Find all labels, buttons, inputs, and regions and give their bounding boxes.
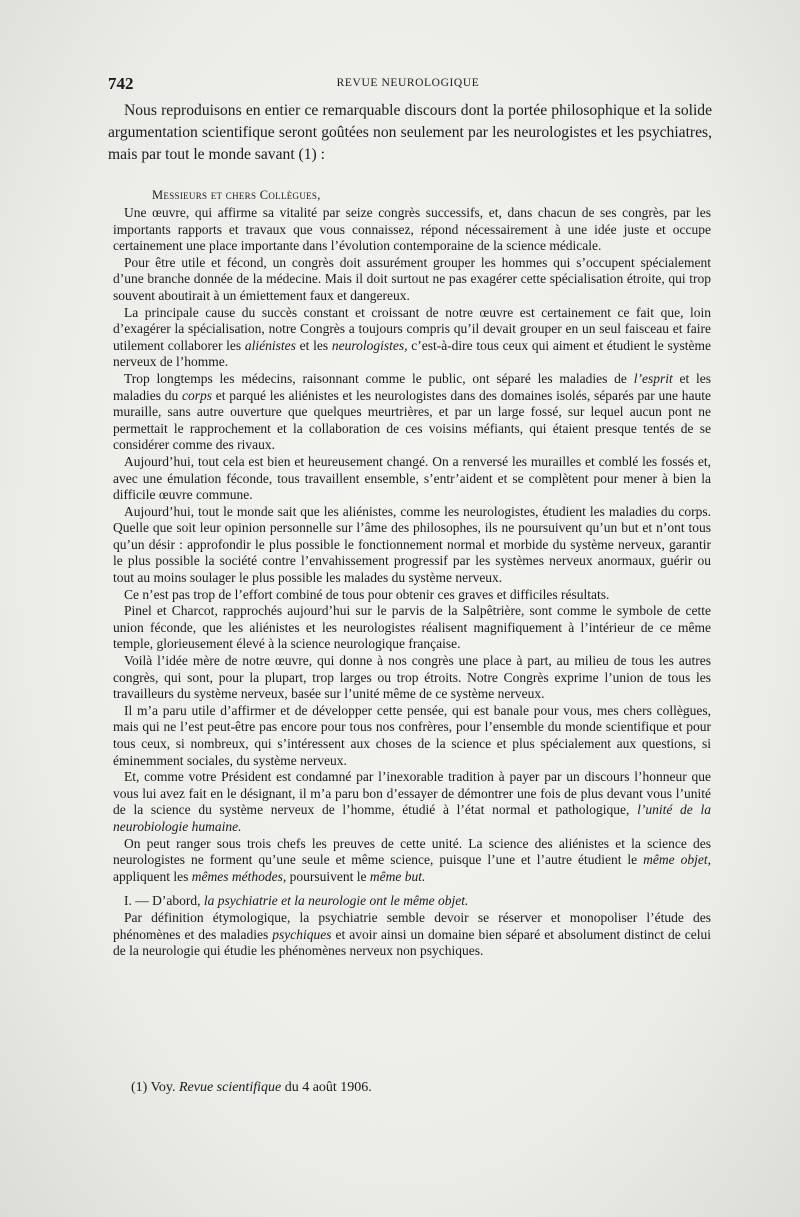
paragraph: Pinel et Charcot, rapprochés aujourd’hui sur le parvis de la Salpêtrière, sont comme le symbole de cette union féconde, que les aliénistes et les neurologistes réalisent magnifiquement à l’intérieur de ce même temple, glorieusement élevé à la science neurologique française.: [113, 603, 711, 652]
text-run: et parqué les aliénistes et les neurologistes dans des domaines isolés, séparés par une haute muraille, sans autre ouverture que quelques meurtrières, et par un large fossé, sur lequel aucun pont ne permettait le rapprochement et la collaboration de ces voisins méfiants, qui étaient presque tentés de se considérer comme des rivaux.: [113, 387, 712, 453]
emphasis: neurologistes,: [331, 337, 408, 353]
paragraph: Voilà l’idée mère de notre œuvre, qui donne à nos congrès une place à part, au milieu de tous les autres congrès, qui sont, pour la plupart, trop larges ou trop étroits. Notre Congrès exprime l’union de tous les travailleurs du système nerveux, basée sur l’unité même de ce système nerveux.: [113, 653, 711, 702]
paragraph: [113, 836, 711, 886]
paragraph: [113, 371, 711, 454]
emphasis: même objet,: [643, 852, 712, 868]
text-run: du 4 août 1906.: [281, 1080, 372, 1095]
paragraph: [113, 305, 711, 371]
emphasis: Revue scientifique: [178, 1080, 282, 1095]
footnote: [131, 1080, 372, 1096]
paragraph: [113, 769, 711, 835]
emphasis: mêmes méthodes,: [191, 868, 287, 884]
emphasis: psychiques: [272, 926, 332, 942]
emphasis: l’esprit: [633, 370, 673, 386]
emphasis: aliénistes: [244, 337, 296, 353]
paragraph: [113, 910, 711, 960]
text-run: et les: [295, 337, 332, 353]
text-run: appliquent les: [113, 868, 192, 884]
paragraph: Aujourd’hui, tout le monde sait que les aliénistes, comme les neurologistes, étudient les maladies du corps. Quelle que soit leur opinion personnelle sur l’âme des philosophes, ils ne poursuivent qu’un but et n’ont tous qu’un désir : approfondir le plus possible le fonctionnement normal et morbide du système nerveux, garantir le plus possible la société contre l’envahissement progressif par les systèmes nerveux anormaux, guérir ou tout au moins soulager le plus possible les malades du système nerveux.: [113, 503, 711, 586]
text-run: c’est-à-dire tous ceux qui aiment et étudient le système nerveux de l’homme.: [113, 337, 711, 370]
salutation: [152, 188, 321, 203]
text-run: I. — D’abord,: [124, 893, 204, 909]
editorial-intro: [108, 100, 712, 166]
text-run: (1) Voy.: [131, 1080, 179, 1095]
emphasis: la psychiatrie et la neurologie ont le même objet.: [203, 893, 469, 909]
text-run: Par définition étymologique, la psychiatrie semble devoir se réserver et monopoliser l’étude des phénomènes et des maladies: [113, 909, 711, 942]
emphasis: corps: [182, 387, 212, 403]
speech-body: [113, 205, 711, 960]
page-header: [108, 74, 708, 98]
text-run: et les maladies du: [113, 370, 711, 403]
paragraph: Pour être utile et fécond, un congrès doit assurément grouper les hommes qui s’occupent spécialement d’une branche donnée de la médecine. Mais il doit surtout ne pas exagérer cette spécialisation étroite, qui trop souvent aboutirait à un émiettement faux et dangereux.: [113, 254, 711, 303]
section-heading: [113, 893, 711, 910]
paragraph: Il m’a paru utile d’affirmer et de développer cette pensée, qui est banale pour vous, mes chers collègues, mais qui ne l’est peut-être pas encore pour tous nos confrères, pour l’ensemble du monde scientifique et pour tous ceux, si nombreux, qui s’intéressent aux choses de la science et plus spécialement aux questions, si éminemment sociales, du système nerveux.: [113, 702, 711, 768]
text-run: Et, comme votre Président est condamné par l’inexorable tradition à payer par un discours l’honneur que vous lui avez fait en le désignant, il m’a paru bon d’essayer de démontrer une fois de plus devant vous l’unité de la science du système nerveux de l’homme, étudié à l’état normal et pathologique,: [113, 769, 711, 818]
paragraph: Une œuvre, qui affirme sa vitalité par seize congrès successifs, et, dans chacun de ses congrès, par les importants rapports et travaux que vous connaissez, répond nécessairement à une idée juste et occupe certainement une place importante dans l’évolution contemporaine de la science médicale.: [113, 205, 711, 254]
text-run: On peut ranger sous trois chefs les preuves de cette unité. La science des aliénistes et la science des neurologistes ne forment qu’une seule et même science, puisque l’une et l’autre étudient le: [113, 835, 711, 868]
page-number: 742: [108, 74, 134, 93]
paragraph: Ce n’est pas trop de l’effort combiné de tous pour obtenir ces graves et difficiles résultats.: [124, 586, 610, 602]
emphasis: l’unité de la neurobiologie humaine.: [113, 802, 712, 834]
text-run: La principale cause du succès constant et croissant de notre œuvre est certainement ce fait que, loin d’exagérer la spécialisation, notre Congrès a toujours compris qu’il devait grouper en un seul faisceau et faire utilement collaborer les: [113, 304, 711, 353]
paragraph: Aujourd’hui, tout cela est bien et heureusement changé. On a renversé les murailles et comblé les fossés et, avec une émulation féconde, tous travaillent ensemble, s’entr’aident et se complètent pour mener à bien la difficile œuvre commune.: [113, 453, 711, 503]
text-run: Trop longtemps les médecins, raisonnant comme le public, ont séparé les maladies de: [124, 370, 634, 386]
running-head: REVUE NEUROLOGIQUE: [336, 77, 480, 89]
text-run: poursuivent le: [286, 868, 370, 884]
salutation-text: Messieurs et chers Collègues,: [152, 188, 321, 202]
text-run: et avoir ainsi un domaine bien séparé et absolument distinct de celui de la neurologie qui étudie les phénomènes nerveux non psychiques.: [113, 926, 712, 959]
intro-paragraph: Nous reproduisons en entier ce remarquable discours dont la portée philosophique et la solide argumentation scientifique seront goûtées non seulement par les neurologistes et les psychiatres, mais par tout le monde savant (1) :: [108, 102, 712, 163]
spacer: [113, 885, 711, 893]
emphasis: même but.: [369, 868, 426, 884]
